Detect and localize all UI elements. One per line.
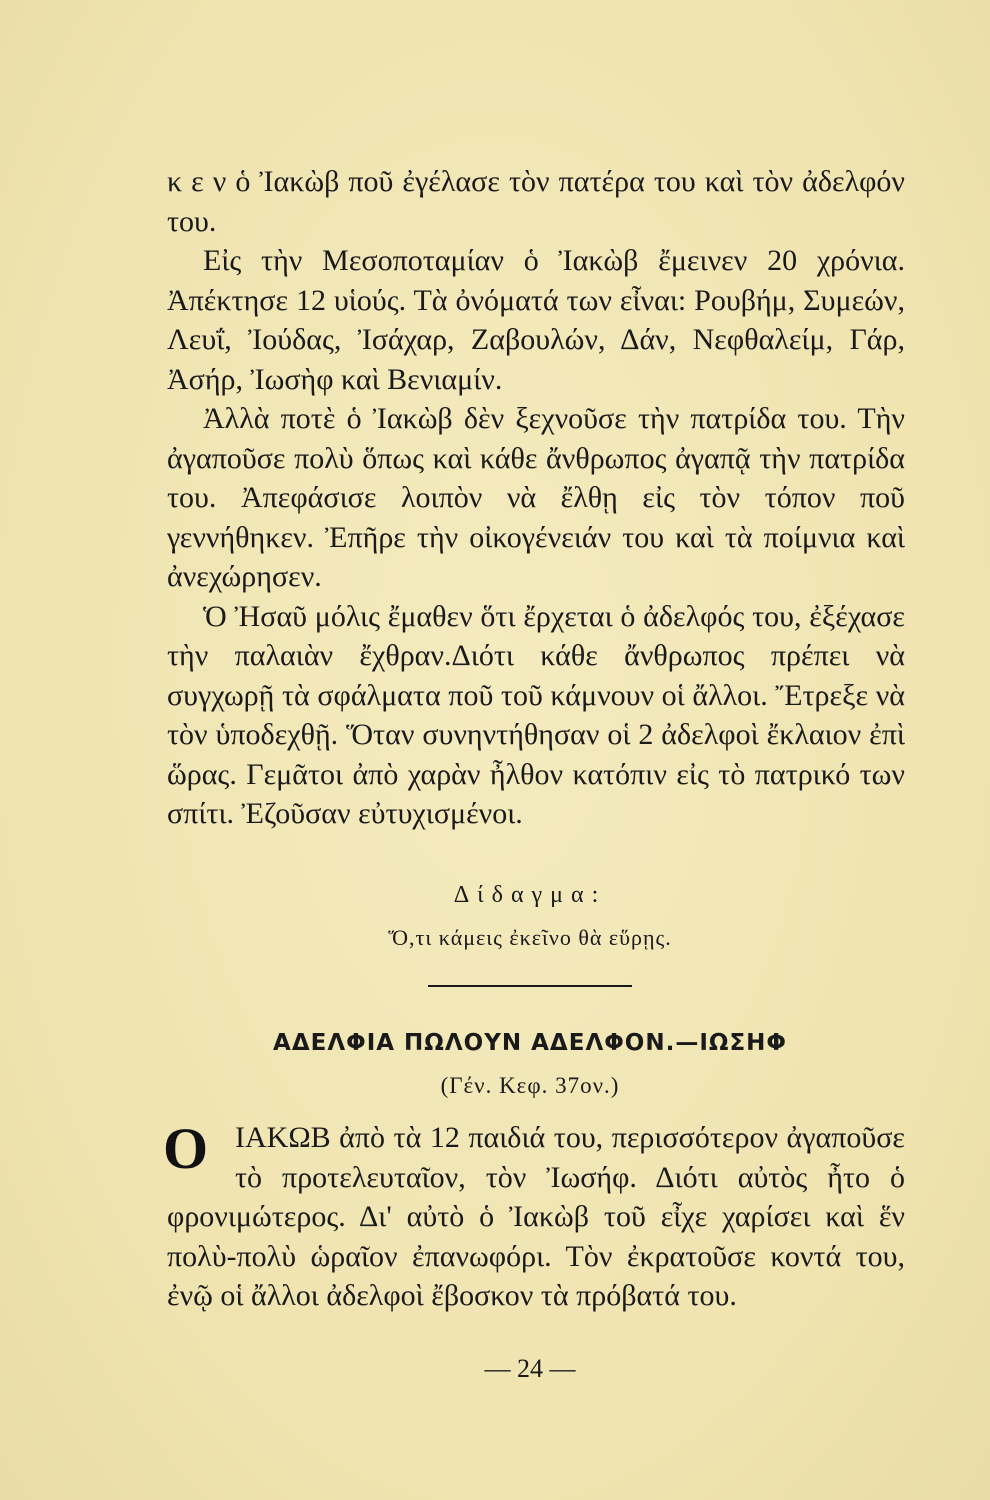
paragraph-homeland: Ἀλλὰ ποτὲ ὁ Ἰακὼβ δὲν ξεχνοῦσε τὴν πατρίδα του. Τὴν ἀγαποῦσε πολὺ ὅπως καὶ κάθε ἄνθρωπος ἀγαπᾷ τὴν πατρίδα του. Ἀπεφάσισε λοιπὸν νὰ ἔλθῃ εἰς τὸν τόπον ποῦ γεννήθηκεν. Ἐπῆρε τὴν οἰκογένειάν του καὶ τὰ ποίμνια καὶ ἀνεχώρησεν. xyxy=(167,402,905,593)
maxim-text: Ὅ,τι κάμεις ἐκεῖνο θὰ εὕρῃς. xyxy=(388,925,672,950)
drop-cap-space xyxy=(167,1118,235,1196)
paragraph-mesopotamia: Εἰς τὴν Μεσοποταμίαν ὁ Ἰακὼβ ἔμεινεν 20 χρόνια. Ἀπέκτησε 12 υἱούς. Τὰ ὀνόματά των εἶναι: Ρουβήμ, Συμεών, Λευΐ, Ἰούδας, Ἰσάχαρ, Ζαβουλών, Δάν, Νεφθαλείμ, Γάρ, Ἀσήρ, Ἰωσὴφ καὶ Βενιαμίν. xyxy=(167,244,905,396)
chapter-reference: (Γέν. Κεφ. 37ον.) xyxy=(440,1073,620,1098)
chapter-body-container xyxy=(167,1118,905,1316)
chapter-heading: ΑΔΕΛΦΙΑ ΠΩΛΟΥΝ ΑΔΕΛΦΟΝ.—ΙΩΣΗΦ xyxy=(273,1030,787,1056)
section-divider xyxy=(428,985,632,987)
drop-cap: Ο xyxy=(163,1116,209,1181)
paragraph-continuation: κ ε ν ὁ Ἰακὼβ ποῦ ἐγέλασε τὸν πατέρα του καὶ τὸν ἀδελφόν του. xyxy=(167,165,905,238)
page-number: — 24 — xyxy=(484,1354,576,1383)
story-text xyxy=(167,162,905,834)
chapter-body: ΙΑΚΩΒ ἀπὸ τὰ 12 παιδιά του, περισσότερον ἀγαποῦσε τὸ προτελευταῖον, τὸν Ἰωσήφ. Διότι αὐτὸς ἦτο ὁ φρονιμώτερος. Δι' αὐτὸ ὁ Ἰακὼβ τοῦ εἶχε χαρίσει καὶ ἕν πολὺ-πολὺ ὡραῖον ἐπανωφόρι. Τὸν ἐκρατοῦσε κοντά του, ἐνῷ οἱ ἄλλοι ἀδελφοὶ ἔβοσκον τὰ πρόβατά του. xyxy=(167,1121,905,1312)
maxim-label: Δίδαγμα: xyxy=(453,882,607,908)
paragraph-esau: Ὁ Ἠσαῦ μόλις ἔμαθεν ὅτι ἔρχεται ὁ ἀδελφός του, ἐξέχασε τὴν παλαιὰν ἔχθραν.Διότι κάθε ἄνθρωπος πρέπει νὰ συγχωρῇ τὰ σφάλματα ποῦ τοῦ κάμνουν οἱ ἄλλοι. Ἔτρεξε νὰ τὸν ὑποδεχθῇ. Ὅταν συνηντήθησαν οἱ 2 ἀδελφοὶ ἔκλαιον ἐπὶ ὥρας. Γεμᾶτοι ἀπὸ χαρὰν ἦλθον κατόπιν εἰς τὸ πατρικό των σπίτι. Ἐζοῦσαν εὐτυχισμένοι. xyxy=(167,599,905,830)
